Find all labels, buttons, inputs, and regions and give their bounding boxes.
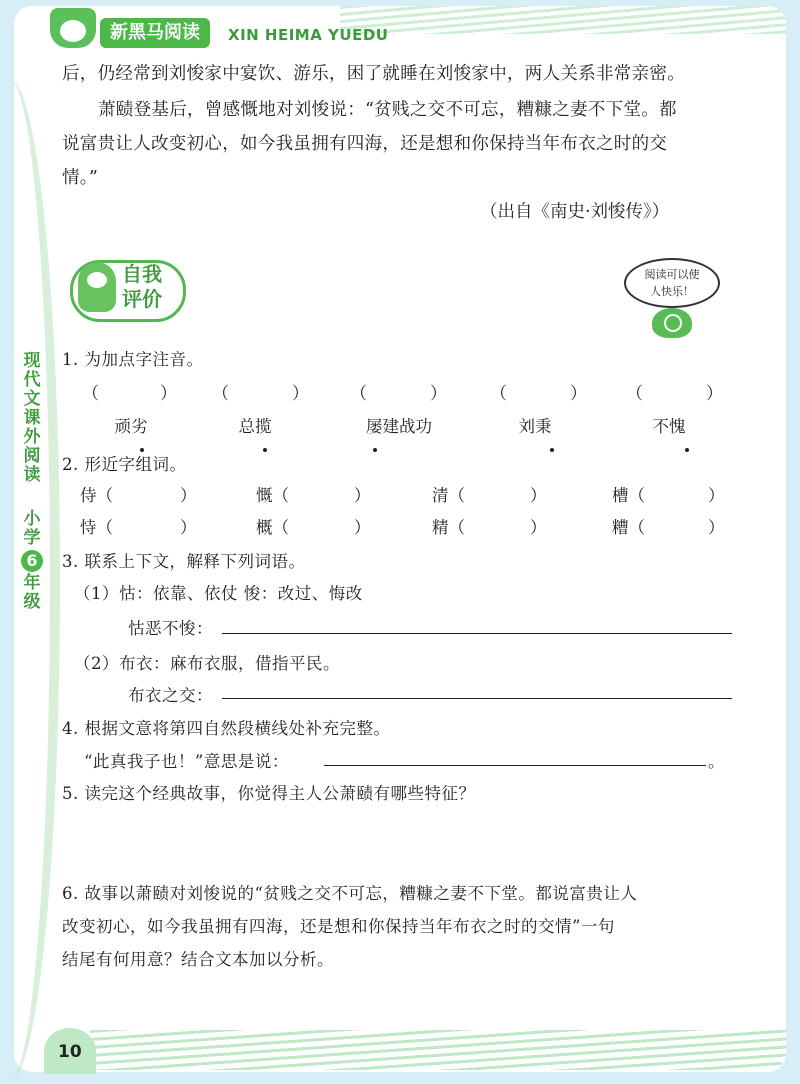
pinyin-word-5: 不愧: [652, 417, 686, 436]
brand-latin-title: XIN HEIMA YUEDU: [228, 26, 389, 44]
char-group-right: ）: [180, 518, 197, 537]
question-6-line-3: 结尾有何用意？结合文本加以分析。: [62, 950, 334, 969]
question-3-sub-2: （2）布衣：麻布衣服，借指平民。: [74, 654, 340, 673]
term-2-label: 布衣之交：: [128, 686, 213, 705]
grade-badge: 6: [21, 550, 43, 572]
question-3-sub-1: （1）怙：依靠、依仗 悛：改过、悔改: [74, 584, 363, 603]
answer-area-q6[interactable]: [62, 976, 752, 1026]
char-group-left: 概（: [256, 518, 289, 537]
paren-close: ）: [430, 384, 447, 404]
mascot-icon: [50, 8, 96, 48]
char-group-right: ）: [530, 518, 547, 537]
question-6-line-2: 改变初心，如今我虽拥有四海，还是想和你保持当年布衣之时的交情”一句: [62, 917, 615, 936]
self-eval-title-line-1: 自我: [122, 262, 162, 286]
story-paragraph-2-line-3: 情。”: [62, 168, 99, 188]
char-group-left: 槽（: [612, 486, 645, 505]
char-group-right: ）: [354, 518, 371, 537]
char-group-right: ）: [708, 486, 725, 505]
paren-close: ）: [706, 384, 723, 404]
char-group-left: 清（: [432, 486, 465, 505]
bubble-text-line-1: 阅读可以使: [644, 268, 700, 281]
top-wave-decoration: [340, 6, 786, 34]
emphasis-dot: [373, 448, 377, 452]
speech-bubble: [624, 258, 720, 308]
pinyin-word-4: 刘秉: [518, 417, 552, 436]
side-level: 小学: [23, 509, 41, 548]
char-group-left: 糟（: [612, 518, 645, 537]
emphasis-dot: [263, 448, 267, 452]
char-group-right: ）: [180, 486, 197, 505]
question-1-title: 1. 为加点字注音。: [62, 350, 204, 369]
bubble-text-line-2: 人快乐！: [650, 285, 694, 298]
question-2-title: 2. 形近字组词。: [62, 455, 187, 474]
pinyin-word-2: 总揽: [238, 417, 272, 436]
question-6-line-1: 6. 故事以萧赜对刘悛说的“贫贱之交不可忘，糟糠之妻不下堂。都说富贵让人: [62, 884, 638, 903]
char-group-left: 慨（: [256, 486, 289, 505]
paren-close: ）: [160, 384, 177, 404]
paren-close: ）: [570, 384, 587, 404]
story-paragraph-2-line-2: 说富贵让人改变初心，如今我虽拥有四海，还是想和你保持当年布衣之时的交: [62, 134, 668, 154]
story-paragraph-1: 后，仍经常到刘悛家中宴饮、游乐，困了就睡在刘悛家中，两人关系非常亲密。: [62, 64, 685, 84]
paren-open: （: [82, 384, 99, 404]
answer-line-term-2[interactable]: [222, 698, 732, 699]
term-1-label: 怙恶不悛：: [128, 619, 213, 638]
page-number: 10: [58, 1042, 82, 1062]
char-group-left: 精（: [432, 518, 465, 537]
paren-open: （: [490, 384, 507, 404]
question-4-title: 4. 根据文意将第四自然段横线处补充完整。: [62, 719, 391, 738]
side-grade-label: [20, 510, 44, 612]
paren-open: （: [626, 384, 643, 404]
snail-icon: [652, 308, 692, 338]
story-paragraph-2-line-1: 萧赜登基后，曾感慨地对刘悛说：“贫贱之交不可忘，糟糠之妻不下堂。都: [98, 100, 677, 120]
side-grade-suffix: 年级: [23, 573, 41, 612]
paren-open: （: [212, 384, 229, 404]
page-number-tab: [44, 1028, 96, 1074]
char-group-left: 恃（: [80, 518, 113, 537]
char-group-right: ）: [530, 486, 547, 505]
paren-close: ）: [292, 384, 309, 404]
question-3-title: 3. 联系上下文，解释下列词语。: [62, 552, 306, 571]
answer-line-term-1[interactable]: [222, 633, 732, 634]
paren-open: （: [350, 384, 367, 404]
answer-area-q5[interactable]: [62, 810, 752, 870]
char-group-left: 侍（: [80, 486, 113, 505]
bottom-wave-decoration: [90, 1030, 786, 1070]
story-source: （出自《南史·刘悛传》）: [480, 202, 670, 222]
self-eval-title-line-2: 评价: [122, 287, 162, 311]
char-group-right: ）: [354, 486, 371, 505]
pinyin-word-3: 屡建战功: [366, 417, 432, 436]
mascot-icon: [78, 262, 116, 312]
pinyin-word-1: 顽劣: [114, 417, 148, 436]
emphasis-dot: [685, 448, 689, 452]
answer-line-q4[interactable]: [324, 765, 706, 766]
side-series-title: 现代文课外阅读: [23, 351, 41, 485]
question-4-end-mark: 。: [708, 752, 725, 771]
brand-title: 新黑马阅读: [100, 18, 210, 48]
self-eval-title: [122, 262, 172, 312]
emphasis-dot: [550, 448, 554, 452]
question-4-prompt: “此真我子也！”意思是说：: [84, 752, 289, 771]
char-group-right: ）: [708, 518, 725, 537]
question-5-title: 5. 读完这个经典故事，你觉得主人公萧赜有哪些特征？: [62, 784, 476, 803]
